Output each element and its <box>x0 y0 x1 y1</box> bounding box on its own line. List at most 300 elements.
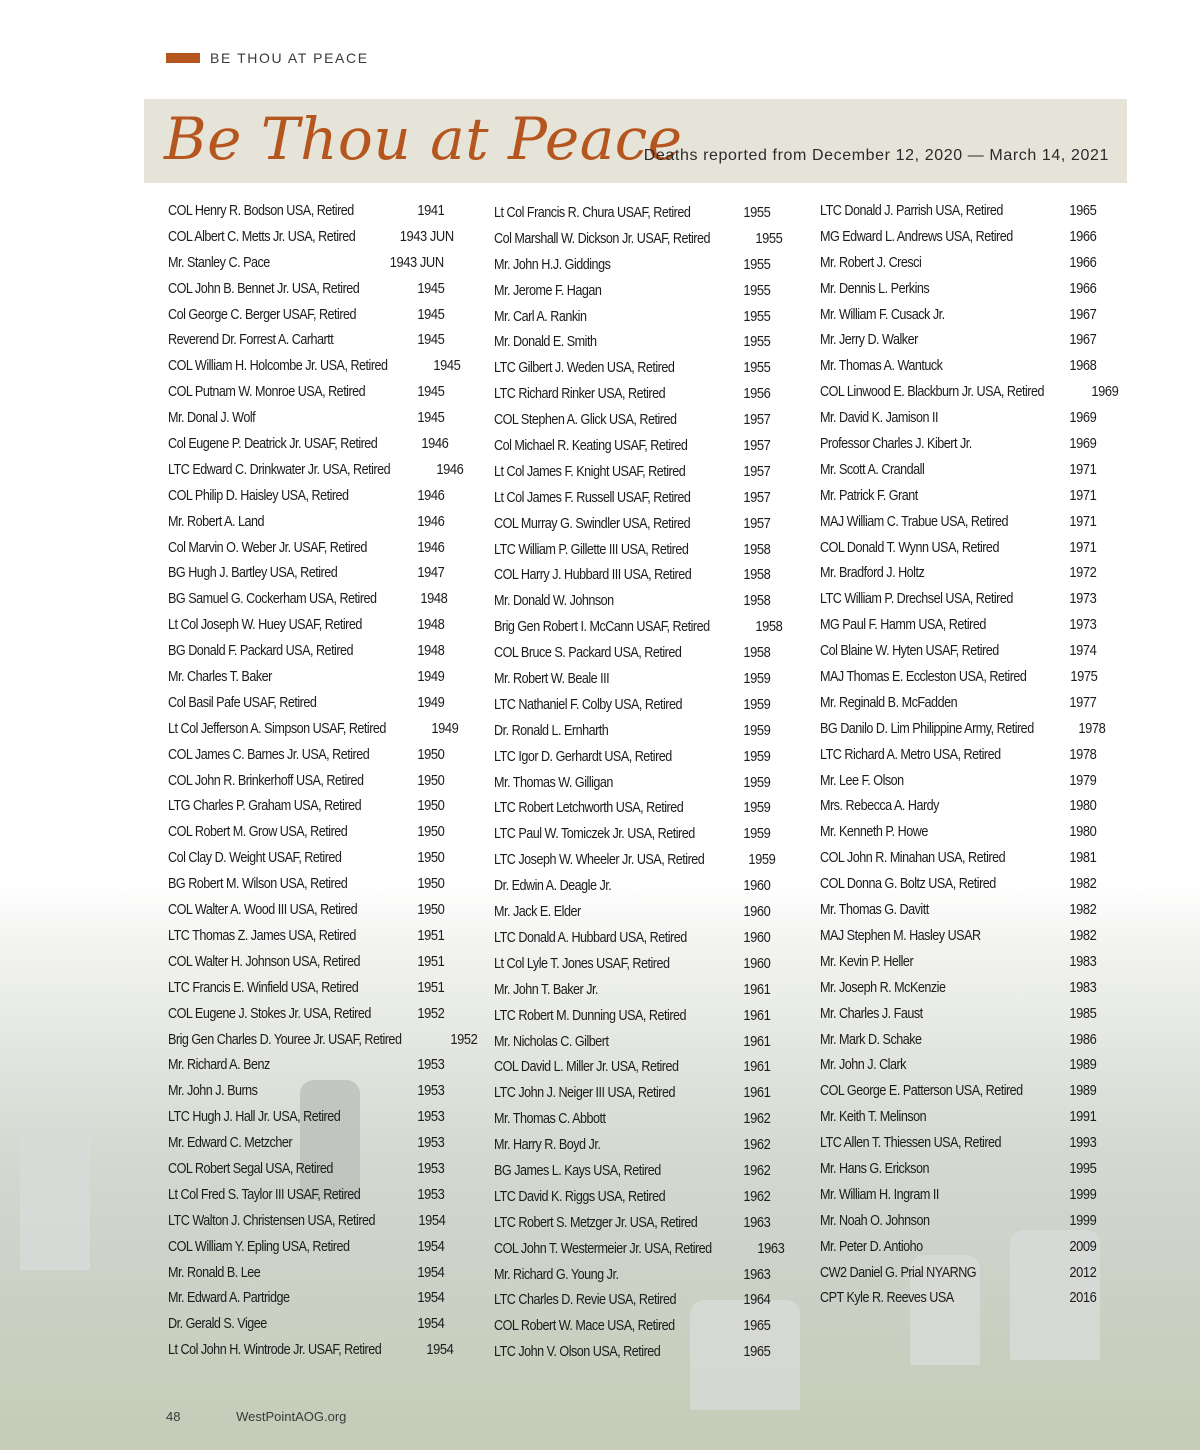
entry-name: LTC Joseph W. Wheeler Jr. USA, Retired <box>494 851 705 869</box>
entry-name: COL John B. Bennet Jr. USA, Retired <box>168 279 360 297</box>
obituary-entry <box>820 1208 1096 1234</box>
obituary-entry <box>820 897 1096 923</box>
entry-name: Mr. Joseph R. McKenzie <box>820 978 946 996</box>
entry-class-year: 1980 <box>1069 797 1096 815</box>
obituary-entry <box>168 871 444 897</box>
entry-class-year: 1950 <box>417 797 444 815</box>
entry-name: COL David L. Miller Jr. USA, Retired <box>494 1058 679 1076</box>
obituary-entry <box>494 1339 770 1365</box>
entry-name: Mr. Keith T. Melinson <box>820 1108 927 1126</box>
entry-name: Mr. Harry R. Boyd Jr. <box>494 1136 601 1154</box>
entry-name: CPT Kyle R. Reeves USA <box>820 1289 954 1307</box>
entry-class-year: 1949 <box>417 693 444 711</box>
entry-class-year: 1957 <box>743 514 770 532</box>
entry-name: LTC Charles D. Revie USA, Retired <box>494 1291 677 1309</box>
entry-class-year: 1954 <box>426 1341 454 1359</box>
obituary-entry <box>168 405 444 431</box>
entry-class-year: 1967 <box>1069 305 1096 323</box>
entry-class-year: 1965 <box>743 1343 770 1361</box>
obituary-entry <box>494 1184 770 1210</box>
entry-name: LTC Donald J. Parrish USA, Retired <box>820 202 1003 219</box>
obituary-entry <box>820 276 1096 302</box>
obituary-entry <box>168 819 444 845</box>
page-footer <box>166 1409 346 1424</box>
entry-name: LTC Allen T. Thiessen USA, Retired <box>820 1134 1002 1152</box>
entry-class-year: 1945 <box>417 331 444 349</box>
obituary-entry <box>494 925 770 951</box>
obituary-entry <box>820 664 1096 690</box>
entry-name: COL John R. Minahan USA, Retired <box>820 849 1006 867</box>
entry-name: LTC John V. Olson USA, Retired <box>494 1343 661 1361</box>
obituary-entry <box>494 899 770 925</box>
entry-name: MG Paul F. Hamm USA, Retired <box>820 616 986 634</box>
entry-name: Col Marshall W. Dickson Jr. USAF, Retired <box>494 229 711 247</box>
entry-class-year: 1952 <box>417 1004 444 1022</box>
obituary-entry <box>820 1130 1096 1156</box>
entry-name: Brig Gen Charles D. Youree Jr. USAF, Retired <box>168 1030 402 1048</box>
entry-name: Mr. Peter D. Antioho <box>820 1237 923 1255</box>
entry-name: Mr. Robert A. Land <box>168 512 264 530</box>
entry-class-year: 1965 <box>743 1317 770 1335</box>
entry-name: Mr. Robert J. Cresci <box>820 253 922 271</box>
entry-name: Mr. Charles T. Baker <box>168 668 272 686</box>
obituary-entry <box>494 562 770 588</box>
entry-name: LTC Igor D. Gerhardt USA, Retired <box>494 747 672 765</box>
entry-name: COL George E. Patterson USA, Retired <box>820 1082 1023 1100</box>
entry-name: LTC Richard Rinker USA, Retired <box>494 385 666 403</box>
obituary-entry <box>168 1182 444 1208</box>
entry-class-year: 1962 <box>743 1187 770 1205</box>
obituary-entry <box>820 716 1106 742</box>
obituary-column-2 <box>494 200 785 1365</box>
obituary-entry <box>494 381 770 407</box>
entry-class-year: 1955 <box>743 255 770 273</box>
entry-name: COL Stephen A. Glick USA, Retired <box>494 411 677 429</box>
entry-class-year: 1958 <box>743 540 770 558</box>
entry-class-year: 1945 <box>417 409 444 427</box>
obituary-entry <box>494 666 770 692</box>
entry-class-year: 1957 <box>743 488 770 506</box>
obituary-entry <box>494 485 770 511</box>
entry-class-year: 1969 <box>1069 409 1096 427</box>
entry-class-year: 1950 <box>417 771 444 789</box>
obituary-entry <box>494 304 770 330</box>
entry-name: COL Walter A. Wood III USA, Retired <box>168 901 358 919</box>
entry-name: COL Bruce S. Packard USA, Retired <box>494 644 682 662</box>
entry-name: Mr. Kevin P. Heller <box>820 952 914 970</box>
obituary-entry <box>494 744 770 770</box>
entry-class-year: 1963 <box>757 1239 785 1257</box>
obituary-entry <box>168 586 448 612</box>
obituary-entry <box>168 1130 444 1156</box>
entry-class-year: 1946 <box>436 460 464 478</box>
entry-name: BG James L. Kays USA, Retired <box>494 1161 661 1179</box>
entry-class-year: 1964 <box>743 1291 770 1309</box>
entry-class-year: 2012 <box>1069 1263 1096 1281</box>
obituary-entry <box>168 1027 478 1053</box>
entry-class-year: 1959 <box>743 773 770 791</box>
entry-name: MAJ Stephen M. Hasley USAR <box>820 926 981 944</box>
entry-class-year: 1977 <box>1069 693 1096 711</box>
entry-class-year: 1959 <box>743 721 770 739</box>
entry-class-year: 1981 <box>1069 849 1096 867</box>
entry-name: LTC Francis E. Winfield USA, Retired <box>168 978 359 996</box>
entry-name: Mr. Richard G. Young Jr. <box>494 1265 619 1283</box>
entry-class-year: 1958 <box>743 644 770 662</box>
entry-class-year: 1961 <box>743 1006 770 1024</box>
obituary-entry <box>168 379 444 405</box>
entry-class-year: 1973 <box>1069 616 1096 634</box>
entry-name: LTC Paul W. Tomiczek Jr. USA, Retired <box>494 825 695 843</box>
obituary-entry <box>820 353 1096 379</box>
obituary-entry <box>494 1029 770 1055</box>
obituary-entry <box>168 1260 444 1286</box>
entry-name: COL Donna G. Boltz USA, Retired <box>820 875 996 893</box>
obituary-entry <box>820 793 1096 819</box>
entry-name: Mr. Edward A. Partridge <box>168 1289 290 1307</box>
page-title: Be Thou at Peace <box>164 105 683 173</box>
entry-name: Col Eugene P. Deatrick Jr. USAF, Retired <box>168 435 378 453</box>
entry-name: Mr. Kenneth P. Howe <box>820 823 928 841</box>
obituary-entry <box>820 405 1096 431</box>
entry-name: BG Hugh J. Bartley USA, Retired <box>168 564 338 582</box>
obituary-entry <box>168 302 444 328</box>
entry-class-year: 1989 <box>1069 1082 1096 1100</box>
obituary-entry <box>820 1156 1096 1182</box>
obituary-entry <box>820 1052 1096 1078</box>
obituary-entry <box>168 353 461 379</box>
obituary-entry <box>494 588 770 614</box>
entry-class-year: 1957 <box>743 437 770 455</box>
entry-class-year: 1954 <box>417 1263 444 1281</box>
entry-class-year: 1959 <box>748 851 776 869</box>
entry-name: LTC Thomas Z. James USA, Retired <box>168 926 356 944</box>
entry-name: LTC Edward C. Drinkwater Jr. USA, Retired <box>168 460 391 478</box>
obituary-entry <box>168 483 444 509</box>
entry-class-year: 1948 <box>417 642 444 660</box>
entry-name: COL James C. Barnes Jr. USA, Retired <box>168 745 370 763</box>
entry-name: Dr. Edwin A. Deagle Jr. <box>494 877 612 895</box>
entry-class-year: 1967 <box>1069 331 1096 349</box>
obituary-entry <box>494 200 770 226</box>
entry-name: Mr. Stanley C. Pace <box>168 253 270 271</box>
website-link[interactable]: WestPointAOG.org <box>236 1409 347 1424</box>
obituary-entry <box>494 640 770 666</box>
entry-class-year: 1960 <box>743 954 770 972</box>
entry-name: Mr. John J. Burns <box>168 1082 258 1100</box>
entry-class-year: 2016 <box>1069 1289 1096 1307</box>
obituary-entry <box>820 483 1096 509</box>
entry-class-year: 1956 <box>743 385 770 403</box>
entry-name: Col Clay D. Weight USAF, Retired <box>168 849 342 867</box>
entry-name: BG Robert M. Wilson USA, Retired <box>168 875 348 893</box>
entry-name: Mr. Nicholas C. Gilbert <box>494 1032 609 1050</box>
entry-name: Mr. John T. Baker Jr. <box>494 980 599 998</box>
obituary-entry <box>168 690 444 716</box>
entry-class-year: 1961 <box>743 1058 770 1076</box>
entry-name: LTC Richard A. Metro USA, Retired <box>820 745 1001 763</box>
obituary-entry <box>820 1234 1096 1260</box>
entry-name: Dr. Gerald S. Vigee <box>168 1315 267 1333</box>
entry-class-year: 1972 <box>1069 564 1096 582</box>
obituary-entry <box>168 327 444 353</box>
obituary-entry <box>494 1236 785 1262</box>
entry-class-year: 1995 <box>1069 1159 1096 1177</box>
entry-class-year: 1960 <box>743 877 770 895</box>
entry-class-year: 1945 <box>433 357 461 375</box>
entry-class-year: 1953 <box>417 1159 444 1177</box>
obituary-entry <box>494 278 770 304</box>
obituary-entry <box>820 1260 1096 1286</box>
entry-class-year: 1951 <box>417 978 444 996</box>
section-label: BE THOU AT PEACE <box>210 50 369 66</box>
entry-name: COL Donald T. Wynn USA, Retired <box>820 538 999 556</box>
obituary-entry <box>494 1106 770 1132</box>
entry-class-year: 1953 <box>417 1082 444 1100</box>
obituary-entry <box>494 226 783 252</box>
obituary-entry <box>820 302 1096 328</box>
obituary-entry <box>820 690 1096 716</box>
page-subtitle: Deaths reported from December 12, 2020 — March 14, 2021 <box>643 147 1109 164</box>
entry-name: Mr. John J. Clark <box>820 1056 906 1074</box>
entry-name: COL Philip D. Haisley USA, Retired <box>168 486 349 504</box>
entry-name: Mr. Hans G. Erickson <box>820 1159 929 1177</box>
headstone <box>20 1120 90 1270</box>
entry-class-year: 1948 <box>420 590 448 608</box>
entry-name: MAJ William C. Trabue USA, Retired <box>820 512 1009 530</box>
obituary-entry <box>168 768 444 794</box>
entry-name: Lt Col Jefferson A. Simpson USAF, Retired <box>168 719 386 737</box>
entry-name: Lt Col John H. Wintrode Jr. USAF, Retired <box>168 1341 382 1359</box>
entry-name: BG Danilo D. Lim Philippine Army, Retired <box>820 719 1034 737</box>
entry-name: LTC Robert M. Dunning USA, Retired <box>494 1006 687 1024</box>
entry-name: Mr. Thomas A. Wantuck <box>820 357 943 375</box>
obituary-entry <box>820 742 1096 768</box>
obituary-entry <box>168 1052 444 1078</box>
obituary-entry <box>168 1311 444 1337</box>
obituary-entry <box>820 975 1096 1001</box>
obituary-entry <box>494 1132 770 1158</box>
section-marker-bar <box>166 53 200 63</box>
entry-class-year: 1979 <box>1069 771 1096 789</box>
entry-name: COL William Y. Epling USA, Retired <box>168 1237 350 1255</box>
entry-class-year: 1978 <box>1078 719 1106 737</box>
entry-class-year: 1955 <box>743 359 770 377</box>
entry-class-year: 1955 <box>743 307 770 325</box>
entry-name: Mr. Thomas W. Gilligan <box>494 773 613 791</box>
obituary-entry <box>820 1001 1096 1027</box>
entry-name: COL Eugene J. Stokes Jr. USA, Retired <box>168 1004 371 1022</box>
obituary-entry <box>168 1104 444 1130</box>
entry-class-year: 1966 <box>1069 227 1096 245</box>
obituary-entry <box>168 897 444 923</box>
obituary-entry <box>494 252 770 278</box>
obituary-entry <box>494 795 770 821</box>
entry-class-year: 1950 <box>417 901 444 919</box>
entry-class-year: 1961 <box>743 1084 770 1102</box>
entry-class-year: 1963 <box>743 1265 770 1283</box>
entry-class-year: 1962 <box>743 1110 770 1128</box>
obituary-entry <box>820 379 1119 405</box>
obituary-entry <box>168 1234 444 1260</box>
entry-class-year: 1962 <box>743 1136 770 1154</box>
entry-name: Mr. Richard A. Benz <box>168 1056 270 1074</box>
entry-name: Mr. Donald E. Smith <box>494 333 597 351</box>
obituary-entry <box>820 845 1096 871</box>
entry-class-year: 1999 <box>1069 1211 1096 1229</box>
obituary-entry <box>494 718 770 744</box>
entry-class-year: 1948 <box>417 616 444 634</box>
entry-class-year: 1971 <box>1069 512 1096 530</box>
obituary-entry <box>168 457 464 483</box>
obituary-entry <box>820 586 1096 612</box>
entry-class-year: 1953 <box>417 1134 444 1152</box>
entry-class-year: 1949 <box>417 668 444 686</box>
obituary-entry <box>168 949 444 975</box>
entry-name: Brig Gen Robert I. McCann USAF, Retired <box>494 618 710 636</box>
entry-name: CW2 Daniel G. Prial NYARNG <box>820 1263 977 1281</box>
obituary-entry <box>820 638 1096 664</box>
obituary-entry <box>168 793 444 819</box>
entry-class-year: 1955 <box>743 333 770 351</box>
entry-class-year: 1989 <box>1069 1056 1096 1074</box>
entry-class-year: 1961 <box>743 1032 770 1050</box>
obituary-entry <box>494 1003 770 1029</box>
entry-name: MAJ Thomas E. Eccleston USA, Retired <box>820 668 1027 686</box>
entry-class-year: 2009 <box>1069 1237 1096 1255</box>
obituary-entry <box>494 951 770 977</box>
obituary-entry <box>820 431 1096 457</box>
entry-name: COL Robert Segal USA, Retired <box>168 1159 333 1177</box>
entry-class-year: 1957 <box>743 411 770 429</box>
obituary-entry <box>820 1104 1096 1130</box>
obituary-entry <box>494 329 770 355</box>
obituary-entry <box>820 871 1096 897</box>
entry-name: Reverend Dr. Forrest A. Carhartt <box>168 331 334 349</box>
entry-class-year: 1946 <box>421 435 449 453</box>
entry-name: COL John T. Westermeier Jr. USA, Retired <box>494 1239 712 1257</box>
obituary-entry <box>494 770 770 796</box>
entry-class-year: 1947 <box>417 564 444 582</box>
obituary-entry <box>168 1001 444 1027</box>
obituary-entry <box>494 459 770 485</box>
obituary-entry <box>494 1262 770 1288</box>
entry-name: Mr. William F. Cusack Jr. <box>820 305 945 323</box>
entry-class-year: 1986 <box>1069 1030 1096 1048</box>
obituary-entry <box>494 1313 770 1339</box>
obituary-entry <box>494 692 770 718</box>
entry-class-year: 1941 <box>417 202 444 219</box>
entry-name: Col George C. Berger USAF, Retired <box>168 305 357 323</box>
entry-class-year: 1971 <box>1069 538 1096 556</box>
entry-name: COL Harry J. Hubbard III USA, Retired <box>494 566 692 584</box>
entry-class-year: 1968 <box>1069 357 1096 375</box>
entry-name: Col Basil Pafe USAF, Retired <box>168 693 317 711</box>
entry-name: LTC Robert Letchworth USA, Retired <box>494 799 684 817</box>
obituary-entry <box>494 1158 770 1184</box>
obituary-entry <box>494 433 770 459</box>
entry-class-year: 1959 <box>743 695 770 713</box>
entry-class-year: 1954 <box>417 1315 444 1333</box>
entry-class-year: 1945 <box>417 279 444 297</box>
entry-name: Lt Col James F. Knight USAF, Retired <box>494 462 686 480</box>
obituary-column-1 <box>168 198 478 1363</box>
entry-class-year: 1946 <box>417 538 444 556</box>
entry-class-year: 1966 <box>1069 279 1096 297</box>
entry-class-year: 1971 <box>1069 460 1096 478</box>
entry-name: LTC Donald A. Hubbard USA, Retired <box>494 928 687 946</box>
obituary-entry <box>168 975 444 1001</box>
entry-name: Mr. William H. Ingram II <box>820 1185 939 1203</box>
obituary-entry <box>168 612 444 638</box>
entry-class-year: 1983 <box>1069 952 1096 970</box>
entry-name: Mr. Jack E. Elder <box>494 903 581 921</box>
obituary-entry <box>168 845 444 871</box>
entry-name: BG Donald F. Packard USA, Retired <box>168 642 354 660</box>
entry-name: Mr. Donald W. Johnson <box>494 592 614 610</box>
obituary-entry <box>494 407 770 433</box>
obituary-entry <box>494 977 770 1003</box>
entry-name: Lt Col Francis R. Chura USAF, Retired <box>494 204 691 221</box>
obituary-entry <box>494 614 783 640</box>
entry-name: COL John R. Brinkerhoff USA, Retired <box>168 771 364 789</box>
obituary-column-3 <box>820 198 1119 1311</box>
entry-name: Mr. Ronald B. Lee <box>168 1263 261 1281</box>
obituary-entry <box>168 1208 444 1234</box>
obituary-entry <box>820 1078 1096 1104</box>
obituary-entry <box>168 224 454 250</box>
obituary-entry <box>820 250 1096 276</box>
entry-name: LTC Nathaniel F. Colby USA, Retired <box>494 695 683 713</box>
obituary-entry <box>820 509 1096 535</box>
entry-name: COL Putnam W. Monroe USA, Retired <box>168 383 366 401</box>
entry-class-year: 1950 <box>417 849 444 867</box>
entry-class-year: 1950 <box>417 823 444 841</box>
obituary-entry <box>168 1078 444 1104</box>
entry-name: Mr. Edward C. Metzcher <box>168 1134 293 1152</box>
entry-name: LTG Charles P. Graham USA, Retired <box>168 797 362 815</box>
obituary-entry <box>168 742 444 768</box>
entry-class-year: 1983 <box>1069 978 1096 996</box>
entry-class-year: 1965 <box>1069 202 1096 219</box>
entry-class-year: 1971 <box>1069 486 1096 504</box>
entry-name: Professor Charles J. Kibert Jr. <box>820 435 972 453</box>
entry-name: LTC Robert S. Metzger Jr. USA, Retired <box>494 1213 698 1231</box>
entry-class-year: 1950 <box>417 875 444 893</box>
entry-class-year: 1955 <box>755 229 783 247</box>
obituary-entry <box>820 224 1096 250</box>
obituary-entry <box>820 949 1096 975</box>
entry-name: Col Marvin O. Weber Jr. USAF, Retired <box>168 538 367 556</box>
entry-class-year: 1962 <box>743 1161 770 1179</box>
obituary-entry <box>494 1080 770 1106</box>
entry-name: Mr. Thomas C. Abbott <box>494 1110 606 1128</box>
obituary-entry <box>820 923 1096 949</box>
entry-name: Mr. Robert W. Beale III <box>494 670 610 688</box>
entry-name: Mr. Carl A. Rankin <box>494 307 587 325</box>
entry-name: Lt Col Fred S. Taylor III USAF, Retired <box>168 1185 361 1203</box>
entry-class-year: 1951 <box>417 952 444 970</box>
obituary-entry <box>820 1182 1096 1208</box>
entry-class-year: 1959 <box>743 670 770 688</box>
entry-name: Mr. Jerry D. Walker <box>820 331 918 349</box>
entry-name: Mr. Thomas G. Davitt <box>820 901 929 919</box>
entry-name: Mr. Mark D. Schake <box>820 1030 922 1048</box>
obituary-entry <box>168 1156 444 1182</box>
obituary-entry <box>494 511 770 537</box>
entry-class-year: 1943 JUN <box>399 227 454 245</box>
obituary-entry <box>494 873 770 899</box>
